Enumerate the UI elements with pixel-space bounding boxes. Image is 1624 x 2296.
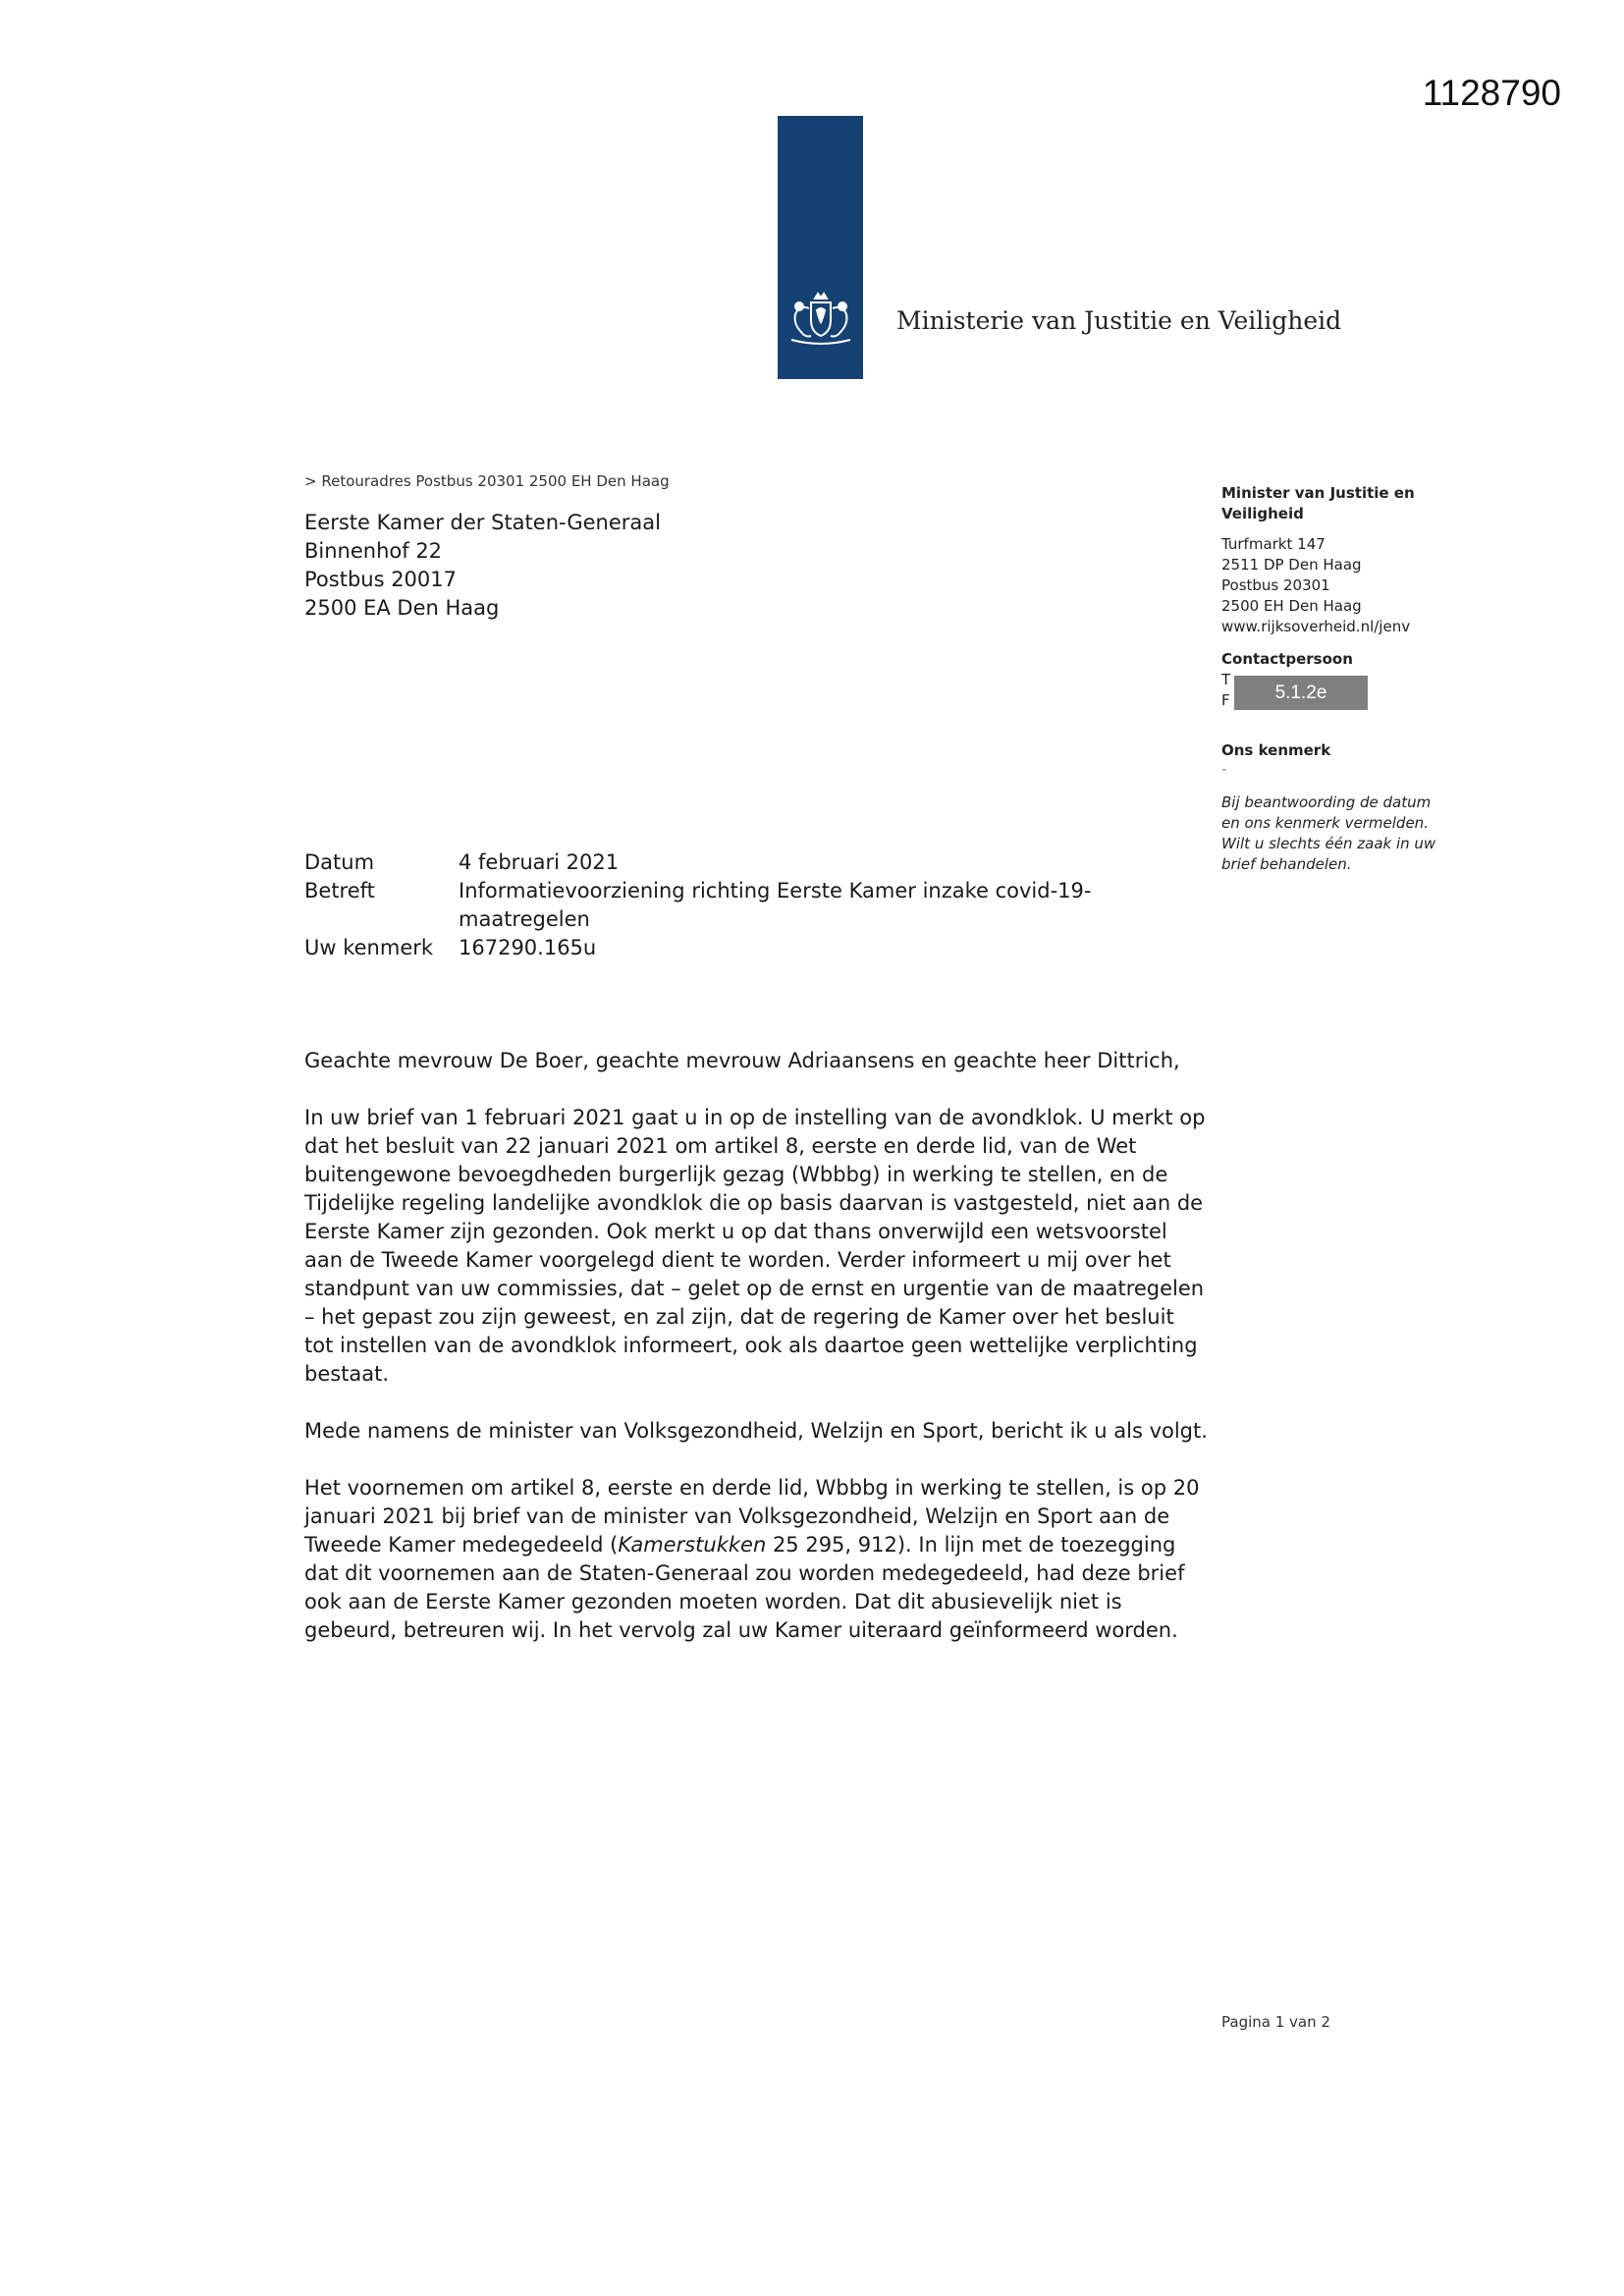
contact-fax-label: F — [1221, 691, 1230, 709]
return-address: > Retouradres Postbus 20301 2500 EH Den Haag — [304, 472, 670, 490]
subject-value: Informatievoorziening richting Eerste Kamer inzake covid-19-maatregelen — [459, 879, 1092, 931]
reply-note-line1: Bij beantwoording de datum — [1221, 793, 1432, 811]
reply-note-line2: en ons kenmerk vermelden. — [1221, 814, 1429, 832]
your-reference-label: Uw kenmerk — [304, 936, 434, 959]
pagination: Pagina 1 van 2 — [1221, 2013, 1330, 2031]
paragraph-3-part-2: 25 295, 912). In lijn met de toezegging dat dit voornemen aan de Staten-Generaal zou worden medegedeeld, had deze brief ook aan de Eerste Kamer gezonden moeten worden. Dat dit abusievelijk niet is gebeurd, betreuren wij. In het vervolg zal uw Kamer uiteraard geïnformeerd worden. — [304, 1533, 1185, 1642]
your-reference-value: 167290.165u — [459, 936, 597, 959]
paragraph-2: Mede namens de minister van Volksgezondheid, Welzijn en Sport, bericht ik u als volgt. — [304, 1419, 1208, 1443]
recipient-name: Eerste Kamer der Staten-Generaal — [304, 511, 661, 534]
document-number: 1128790 — [1422, 73, 1561, 113]
contact-block — [1221, 670, 1477, 711]
recipient-city: 2500 EA Den Haag — [304, 596, 500, 620]
sender-website[interactable]: www.rijksoverheid.nl/jenv — [1221, 618, 1411, 635]
recipient-street: Binnenhof 22 — [304, 539, 443, 563]
subject-row — [304, 877, 1205, 934]
coat-of-arms-icon — [782, 289, 860, 348]
sender-postbus: Postbus 20301 — [1221, 576, 1330, 594]
sender-street: Turfmarkt 147 — [1221, 535, 1326, 553]
sender-heading-line1: Minister van Justitie en — [1221, 484, 1415, 502]
subject-label: Betreft — [304, 879, 375, 902]
date-row — [304, 848, 1205, 877]
sender-heading-line2: Veiligheid — [1221, 505, 1304, 522]
contact-phone-label: T — [1221, 671, 1231, 688]
ministry-name: Ministerie van Justitie en Veiligheid — [896, 306, 1342, 335]
paragraph-3 — [304, 1474, 1208, 1645]
reply-note-line4: brief behandelen. — [1221, 855, 1352, 873]
contact-redaction-box: 5.1.2e — [1234, 676, 1368, 710]
recipient-postbus: Postbus 20017 — [304, 568, 457, 591]
letter-meta — [304, 848, 1205, 962]
paragraph-3-italic: Kamerstukken — [618, 1533, 767, 1557]
sender-postal-city: 2511 DP Den Haag — [1221, 556, 1362, 574]
reference-value: - — [1221, 760, 1227, 778]
sender-postbus-city: 2500 EH Den Haag — [1221, 597, 1362, 615]
your-reference-row — [304, 934, 1205, 962]
reference-heading: Ons kenmerk — [1221, 741, 1331, 759]
contact-heading: Contactpersoon — [1221, 650, 1353, 668]
date-value: 4 februari 2021 — [459, 850, 620, 874]
sender-sidebar — [1221, 483, 1477, 875]
logo-bar — [778, 116, 863, 379]
reply-note-line3: Wilt u slechts één zaak in uw — [1221, 835, 1436, 852]
letter-body — [304, 1047, 1208, 1673]
paragraph-3-part-1: Het voornemen om artikel 8, eerste en derde lid, Wbbbg in werking te stellen, is op 20 januari 2021 bij brief van de minister van Volksgezondheid, Welzijn en Sport aan de Tweede Kamer medegedeeld ( — [304, 1476, 1200, 1557]
date-label: Datum — [304, 850, 375, 874]
paragraph-1: In uw brief van 1 februari 2021 gaat u in op de instelling van de avondklok. U merkt op dat het besluit van 22 januari 2021 om artikel 8, eerste en derde lid, van de Wet buitengewone bevoegdheden burgerlijk gezag (Wbbbg) in werking te stellen, en de Tijdelijke regeling landelijke avondklok die op basis daarvan is vastgesteld, niet aan de Eerste Kamer zijn gezonden. Ook merkt u op dat thans onverwijld een wetsvoorstel aan de Tweede Kamer voorgelegd dient te worden. Verder informeert u mij over het standpunt van uw commissies, dat – gelet op de ernst en urgentie van de maatregelen – het gepast zou zijn geweest, en zal zijn, dat de regering de Kamer over het besluit tot instellen van de avondklok informeert, ook als daartoe geen wettelijke verplichting bestaat. — [304, 1106, 1206, 1386]
salutation: Geachte mevrouw De Boer, geachte mevrouw Adriaansens en geachte heer Dittrich, — [304, 1049, 1180, 1072]
recipient-address — [304, 509, 661, 623]
